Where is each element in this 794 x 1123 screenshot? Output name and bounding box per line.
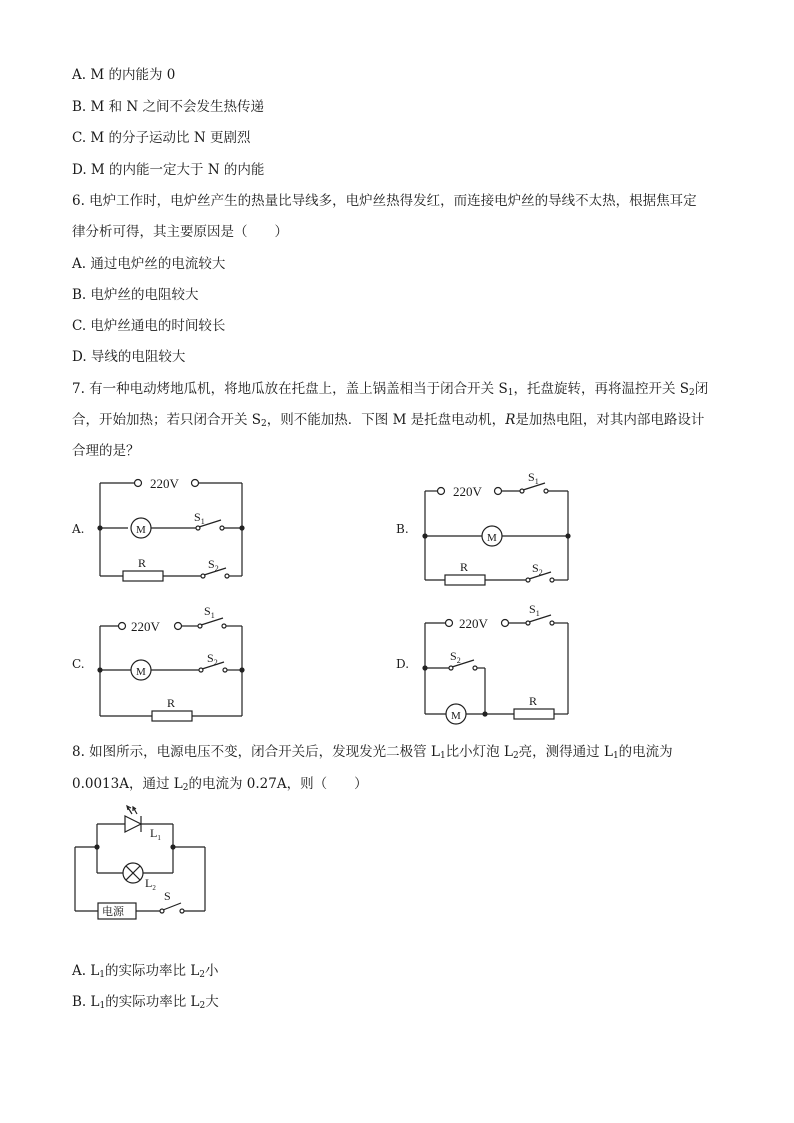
circuit-b-s2-label: $S_2$ bbox=[532, 561, 543, 577]
q8-option-a: A. $L_1$的实际功率比 $L_2$小 bbox=[72, 963, 219, 980]
circuit-a bbox=[98, 480, 244, 582]
q6-option-b: B. 电炉丝的电阻较大 bbox=[72, 287, 199, 303]
q7-stem-line2: 合，开始加热；若只闭合开关 $S_2$，则不能加热．下图 M 是托盘电动机，R是加热电阻，对其内部电路设计 bbox=[72, 412, 705, 429]
circuit-c-s1-label: $S_1$ bbox=[204, 604, 215, 620]
q6-option-c: C. 电炉丝通电的时间较长 bbox=[72, 318, 226, 334]
q7-stem-line3: 合理的是？ bbox=[72, 443, 140, 459]
circuit-d bbox=[423, 615, 568, 724]
circuit-c-source: 220V bbox=[131, 619, 160, 634]
q6-stem-line1: 6. 电炉工作时，电炉丝产生的热量比导线多，电炉丝热得发红，而连接电炉丝的导线不太热，根据焦耳定 bbox=[72, 193, 697, 209]
q8-switch-label: S bbox=[164, 889, 171, 903]
circuit-b-resistor: R bbox=[460, 560, 469, 574]
q8-stem-line2: 0.0013A，通过 $L_2$的电流为 0.27A，则（ ） bbox=[72, 776, 368, 793]
circuit-a-s2-label: $S_2$ bbox=[208, 557, 219, 573]
q5-option-c: C. M 的分子运动比 N 更剧烈 bbox=[72, 130, 251, 146]
circuit-c-s2-label: $S_2$ bbox=[207, 651, 218, 667]
circuit-a-s1-label: $S_1$ bbox=[194, 510, 205, 526]
circuit-d-source: 220V bbox=[459, 616, 488, 631]
circuit-b-motor: M bbox=[487, 532, 497, 544]
q5-option-d: D. M 的内能一定大于 N 的内能 bbox=[72, 162, 265, 178]
circuit-d-motor: M bbox=[451, 710, 461, 722]
q7-stem-line1: 7. 有一种电动烤地瓜机，将地瓜放在托盘上，盖上锅盖相当于闭合开关 $S_1$，托盘旋转，再将温控开关 $S_2$闭 bbox=[72, 381, 709, 398]
q7-option-a-label: A. bbox=[72, 522, 85, 536]
q5-option-b: B. M 和 N 之间不会发生热传递 bbox=[72, 99, 265, 115]
q6-stem-line2: 律分析可得，其主要原因是（ ） bbox=[72, 224, 288, 240]
q8-power-label: 电源 bbox=[102, 906, 124, 918]
q5-option-a: A. M 的内能为 0 bbox=[72, 67, 176, 83]
q8-option-b: B. $L_1$的实际功率比 $L_2$大 bbox=[72, 994, 219, 1011]
q7-option-d-label: D. bbox=[396, 657, 410, 671]
circuit-c-motor: M bbox=[136, 666, 146, 678]
circuit-d-s2-label: $S_2$ bbox=[450, 649, 461, 665]
circuit-b-source: 220V bbox=[453, 484, 482, 499]
circuit-d-resistor: R bbox=[529, 694, 538, 708]
circuit-c-resistor: R bbox=[167, 696, 176, 710]
circuit-d-s1-label: $S_1$ bbox=[529, 602, 540, 618]
q8-led-label: $L_1$ bbox=[150, 826, 161, 842]
q8-lamp-label: $L_2$ bbox=[145, 876, 156, 892]
circuit-a-motor: M bbox=[136, 524, 146, 536]
q7-option-c-label: C. bbox=[72, 657, 85, 671]
q6-option-d: D. 导线的电阻较大 bbox=[72, 349, 186, 365]
circuit-a-source: 220V bbox=[150, 476, 179, 491]
q8-circuit bbox=[60, 800, 230, 920]
q8-stem-line1: 8. 如图所示，电源电压不变，闭合开关后，发现发光二极管 $L_1$比小灯泡 $L_2$亮，测得通过 $L_1$的电流为 bbox=[72, 744, 673, 761]
q6-option-a: A. 通过电炉丝的电流较大 bbox=[72, 256, 226, 272]
circuit-b-s1-label: $S_1$ bbox=[528, 470, 539, 486]
q7-option-b-label: B. bbox=[396, 522, 409, 536]
circuit-a-resistor: R bbox=[138, 556, 147, 570]
